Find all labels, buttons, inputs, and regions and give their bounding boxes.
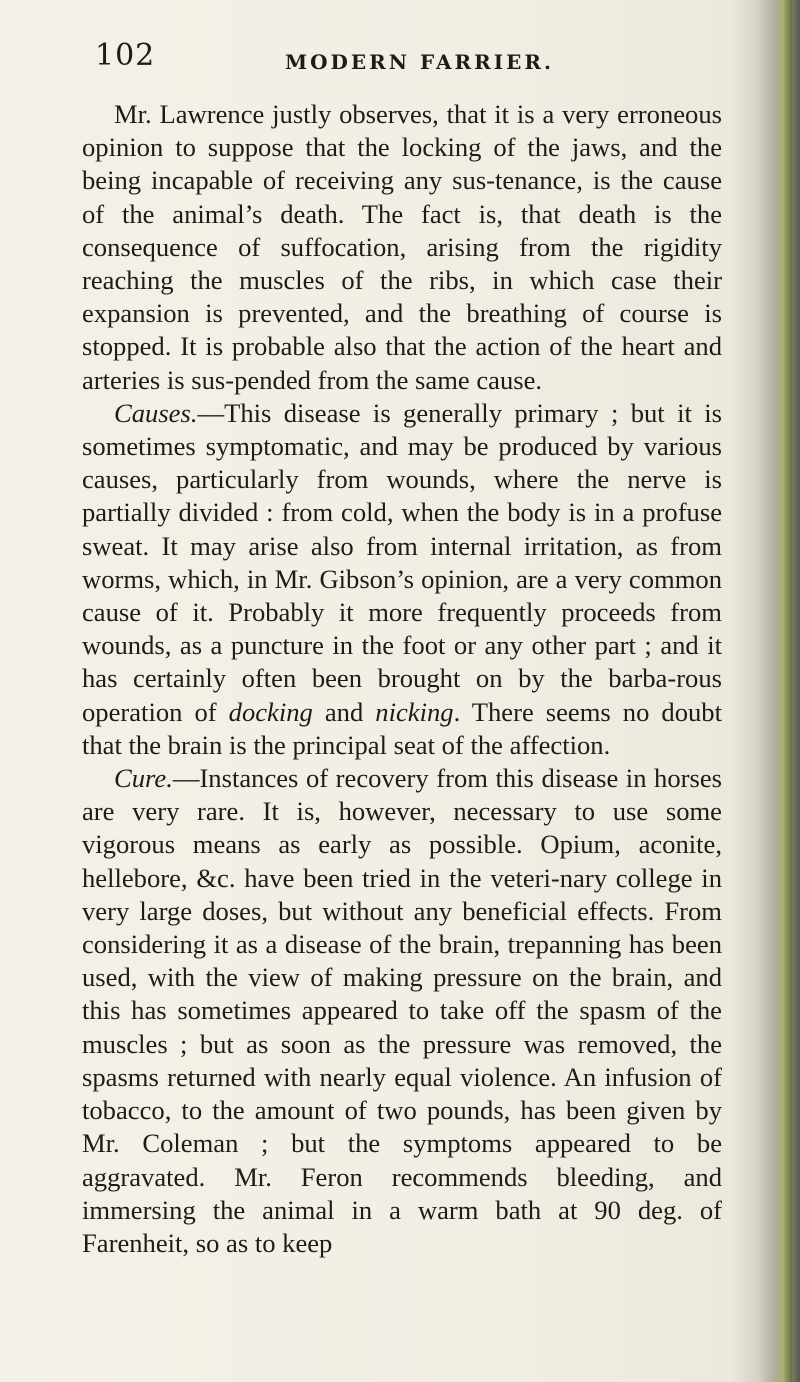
body-text: [82, 98, 722, 1260]
text-run: —This disease is generally primary ; but it is sometimes symptomatic, and may be produced by various causes, particularly from wounds, where the nerve is partially divided : from cold, when the body is in a profuse sweat. It may arise also from internal irritation, as from worms, which, in Mr. Gibson’s opinion, are a very common cause of it. Probably it more frequently proceeds from wounds, as a puncture in the foot or any other part ; and it has certainly often been brought on by the barba-rous operation of: [82, 397, 722, 727]
text-run: . There seems no doubt that the brain is the principal seat of the affection.: [82, 696, 722, 760]
page-number: 102: [95, 38, 156, 73]
italic-term: Cure.: [114, 763, 173, 794]
paragraph: [82, 397, 722, 762]
paragraph: [82, 762, 722, 1260]
running-head: MODERN FARRIER.: [285, 50, 554, 74]
text-run: Mr. Lawrence justly observes, that it is a very erroneous opinion to suppose that the locking of the jaws, and the being incapable of receiving any sus-tenance, is the cause of the animal’s death. The fact is, that death is the consequence of suffocation, arising from the rigidity reaching the muscles of the ribs, in which case their expansion is prevented, and the breathing of course is stopped. It is probable also that the action of the heart and arteries is sus-pended from the same cause.: [82, 99, 722, 395]
paragraph: [82, 98, 722, 397]
page-edge-highlight: [774, 0, 792, 1382]
italic-term: Causes.: [114, 397, 198, 428]
italic-term: nicking: [375, 696, 454, 727]
text-run: and: [312, 696, 376, 727]
page-header: [95, 38, 715, 82]
italic-term: docking: [228, 696, 313, 727]
text-run: —Instances of recovery from this disease in horses are very rare. It is, however, necessary to use some vigorous means as early as possible. Opium, aconite, hellebore, &c. have been tried in the veteri-nary college in very large doses, but without any beneficial effects. From considering it as a disease of the brain, trepanning has been used, with the view of making pressure on the brain, and this has sometimes appeared to take off the spasm of the muscles ; but as soon as the pressure was removed, the spasms returned with nearly equal violence. An infusion of tobacco, to the amount of two pounds, has been given by Mr. Coleman ; but the symptoms appeared to be aggravated. Mr. Feron recommends bleeding, and immersing the animal in a warm bath at 90 deg. of Farenheit, so as to keep: [82, 763, 722, 1258]
